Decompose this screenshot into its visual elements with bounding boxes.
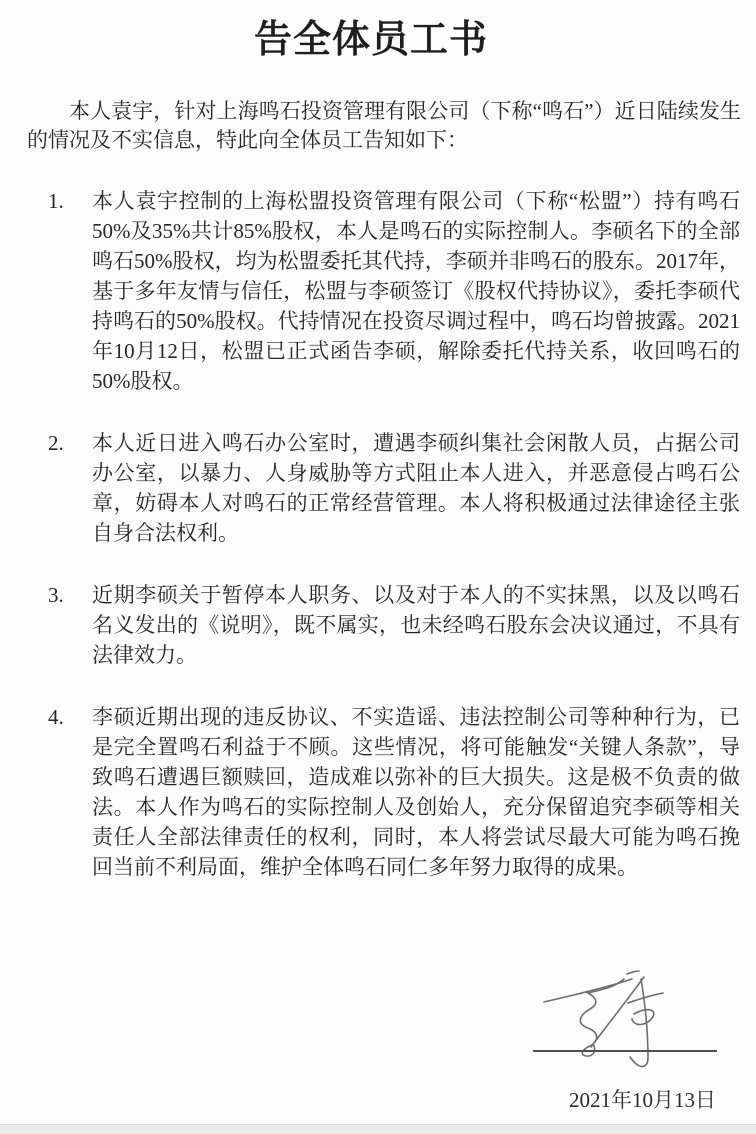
scan-bottom-strip [0,1124,756,1134]
list-item [48,428,756,548]
item-number: 3. [48,583,64,607]
item-text: 本人袁宇控制的上海松盟投资管理有限公司（下称“松盟”）持有鸣石50%及35%共计85%股权，本人是鸣石的实际控制人。李硕名下的全部鸣石50%股权，均为松盟委托其代持，李硕并非鸣石的股东。2017年，基于多年友情与信任，松盟与李硕签订《股权代持协议》，委托李硕代持鸣石的50%股权。代持情况在投资尽调过程中，鸣石均曾披露。2021年10月12日，松盟已正式函告李硕，解除委托代持关系，收回鸣石的50%股权。 [92,189,740,393]
item-text: 本人近日进入鸣石办公室时，遭遇李硕纠集社会闲散人员，占据公司办公室，以暴力、人身威胁等方式阻止本人进入，并恶意侵占鸣石公章，妨碍本人对鸣石的正常经营管理。本人将积极通过法律途径主张自身合法权利。 [92,431,740,545]
list-item [48,580,756,670]
item-text: 李硕近期出现的违反协议、不实造谣、违法控制公司等种种行为，已是完全置鸣石利益于不顾。这些情况，将可能触发“关键人条款”，导致鸣石遭遇巨额赎回，造成难以弥补的巨大损失。这是极不负责的做法。本人作为鸣石的实际控制人及创始人，充分保留追究李硕等相关责任人全部法律责任的权利，同时，本人将尝试尽最大可能为鸣石挽回当前不利局面，维护全体鸣石同仁多年努力取得的成果。 [92,705,740,879]
list-item [48,702,756,882]
signature-scribble-icon [520,948,742,1080]
item-number: 4. [48,705,64,729]
handwritten-signature [520,948,742,1080]
list-item [48,186,756,396]
intro-paragraph: 本人袁宇，针对上海鸣石投资管理有限公司（下称“鸣石”）近日陆续发生的情况及不实信息，特此向全体员工告知如下： [27,99,741,152]
signature-line [533,1050,717,1052]
item-number: 2. [48,431,64,455]
item-number: 1. [48,189,64,213]
document-title: 告全体员工书 [253,19,488,61]
document-date: 2021年10月13日 [569,1088,716,1112]
item-text: 近期李硕关于暂停本人职务、以及对于本人的不实抹黑，以及以鸣石名义发出的《说明》，既不属实，也未经鸣石股东会决议通过，不具有法律效力。 [92,583,740,667]
numbered-list [27,186,756,882]
